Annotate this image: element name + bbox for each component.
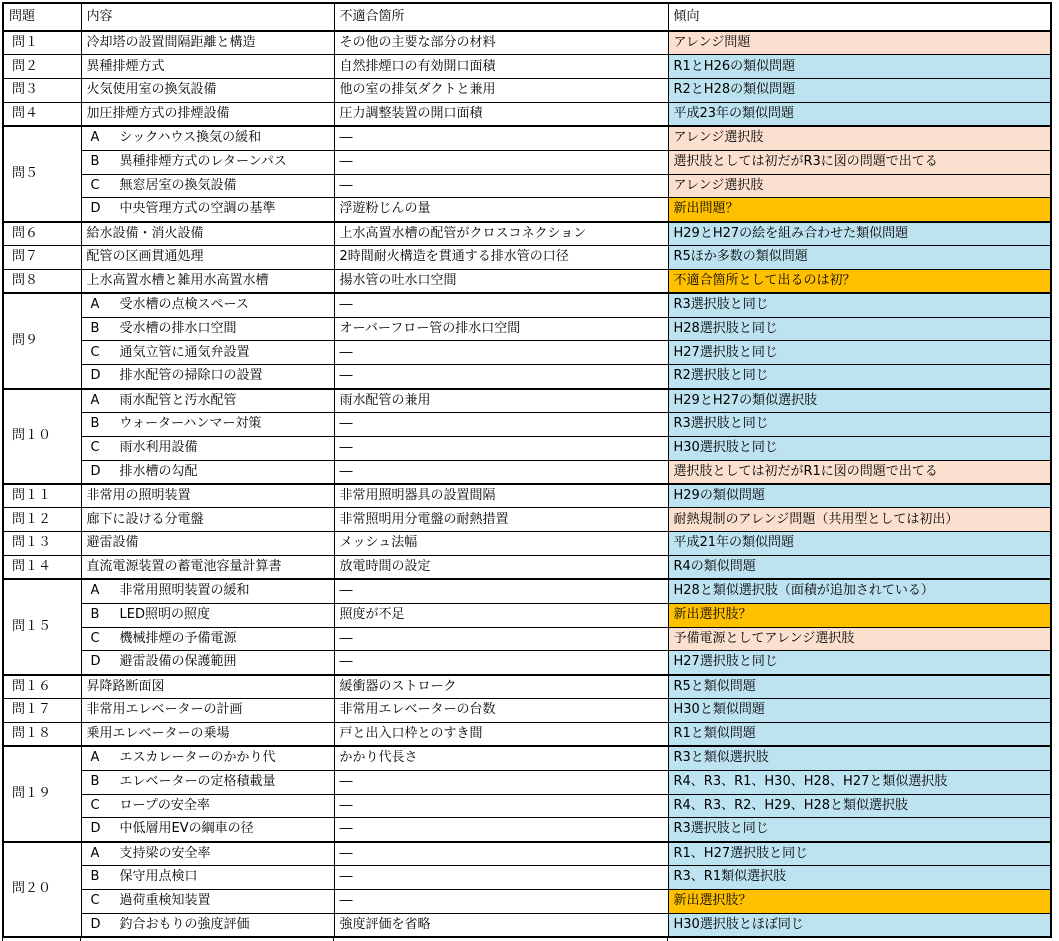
defect-cell: 強度評価を省略 bbox=[334, 913, 668, 937]
table-row bbox=[3, 126, 1051, 150]
content-cell: 直流電源装置の蓄電池容量計算書 bbox=[81, 556, 334, 580]
question-number-cell: 問８ bbox=[3, 269, 81, 293]
trend-cell: R4、R3、R1、H30、H28、H27と類似選択肢 bbox=[668, 770, 1051, 794]
content-text: ウォーターハンマー対策 bbox=[119, 416, 262, 432]
defect-cell: ― bbox=[334, 889, 668, 913]
content-text: 過荷重検知装置 bbox=[119, 893, 211, 909]
trend-cell: 新出選択肢？ bbox=[668, 603, 1051, 627]
question-trend-table bbox=[2, 2, 1052, 938]
defect-cell: 非常用エレベーターの台数 bbox=[334, 699, 668, 723]
defect-cell: 浮遊粉じんの量 bbox=[334, 198, 668, 222]
option-letter: A bbox=[90, 750, 100, 766]
table-row bbox=[3, 579, 1051, 603]
defect-cell: ― bbox=[334, 770, 668, 794]
option-letter: D bbox=[90, 201, 101, 217]
content-text: 機械排煙の予備電源 bbox=[119, 630, 237, 646]
defect-cell: ― bbox=[334, 126, 668, 150]
question-number-cell: 問１３ bbox=[3, 532, 81, 556]
defect-cell: 圧力調整装置の開口面積 bbox=[334, 103, 668, 127]
table-row bbox=[3, 818, 1051, 842]
option-letter: A bbox=[90, 392, 100, 408]
table-row bbox=[3, 198, 1051, 222]
option-letter: B bbox=[90, 153, 100, 169]
question-number-cell: 問７ bbox=[3, 246, 81, 270]
defect-cell: ― bbox=[334, 460, 668, 484]
trend-cell: R3選択肢と同じ bbox=[668, 818, 1051, 842]
defect-cell: オーバーフロー管の排水口空間 bbox=[334, 317, 668, 341]
trend-cell: H29とH27の類似選択肢 bbox=[668, 389, 1051, 413]
trend-cell: 不適合箇所として出るのは初？ bbox=[668, 269, 1051, 293]
trend-cell: 選択肢としては初だがR1に図の問題で出てる bbox=[668, 460, 1051, 484]
defect-cell: 放電時間の設定 bbox=[334, 556, 668, 580]
content-text: 釣合おもりの強度評価 bbox=[119, 916, 250, 932]
question-number-cell: 問１５ bbox=[3, 579, 81, 674]
grid-stub bbox=[2, 936, 3, 941]
trend-cell: R2とH28の類似問題 bbox=[668, 79, 1051, 103]
content-cell bbox=[81, 293, 334, 317]
option-letter: C bbox=[90, 630, 100, 646]
defect-cell: 雨水配管の兼用 bbox=[334, 389, 668, 413]
defect-cell: 揚水管の吐水口空間 bbox=[334, 269, 668, 293]
table-row bbox=[3, 460, 1051, 484]
table-row bbox=[3, 269, 1051, 293]
content-text: 中央管理方式の空調の基準 bbox=[119, 201, 276, 217]
option-letter: B bbox=[90, 320, 100, 336]
content-text: 受水槽の排水口空間 bbox=[119, 320, 237, 336]
question-number-cell: 問６ bbox=[3, 222, 81, 246]
trend-cell: 耐熱規制のアレンジ問題（共用型としては初出） bbox=[668, 508, 1051, 532]
content-cell: 上水高置水槽と雑用水高置水槽 bbox=[81, 269, 334, 293]
table-row bbox=[3, 413, 1051, 437]
defect-cell: 上水高置水槽の配管がクロスコネクション bbox=[334, 222, 668, 246]
content-cell bbox=[81, 866, 334, 890]
grid-stub bbox=[333, 936, 334, 941]
trend-cell: R3、R1類似選択肢 bbox=[668, 866, 1051, 890]
option-letter: A bbox=[90, 130, 100, 146]
table-row bbox=[3, 889, 1051, 913]
content-cell bbox=[81, 413, 334, 437]
content-text: 中低層用EVの綱車の径 bbox=[119, 821, 254, 837]
trend-cell: アレンジ選択肢 bbox=[668, 174, 1051, 198]
defect-cell: ― bbox=[334, 436, 668, 460]
column-header-trend: 傾向 bbox=[668, 3, 1051, 31]
trend-cell: R3選択肢と同じ bbox=[668, 413, 1051, 437]
table-row bbox=[3, 746, 1051, 770]
table-row bbox=[3, 317, 1051, 341]
table-row bbox=[3, 532, 1051, 556]
content-cell bbox=[81, 746, 334, 770]
content-cell bbox=[81, 341, 334, 365]
table-row bbox=[3, 651, 1051, 675]
question-number-cell: 問１０ bbox=[3, 389, 81, 484]
table-row bbox=[3, 55, 1051, 79]
content-text: 無窓居室の換気設備 bbox=[119, 177, 237, 193]
content-cell: 昇降路断面図 bbox=[81, 675, 334, 699]
content-text: 保守用点検口 bbox=[119, 869, 198, 885]
defect-cell: ― bbox=[334, 818, 668, 842]
header-row bbox=[3, 3, 1051, 31]
content-cell bbox=[81, 913, 334, 937]
defect-cell: 他の室の排気ダクトと兼用 bbox=[334, 79, 668, 103]
question-number-cell: 問９ bbox=[3, 293, 81, 388]
trend-cell: R5ほか多数の類似問題 bbox=[668, 246, 1051, 270]
content-cell bbox=[81, 317, 334, 341]
trend-cell: H28と類似選択肢（面積が追加されている） bbox=[668, 579, 1051, 603]
content-cell: 避雷設備 bbox=[81, 532, 334, 556]
content-cell bbox=[81, 436, 334, 460]
trend-cell: 予備電源としてアレンジ選択肢 bbox=[668, 627, 1051, 651]
table-row bbox=[3, 627, 1051, 651]
defect-cell: かかり代長さ bbox=[334, 746, 668, 770]
question-number-cell: 問１１ bbox=[3, 484, 81, 508]
defect-cell: 2時間耐火構造を貫通する排水管の口径 bbox=[334, 246, 668, 270]
trend-cell: アレンジ問題 bbox=[668, 31, 1051, 55]
trend-cell: R5と類似問題 bbox=[668, 675, 1051, 699]
question-number-cell: 問４ bbox=[3, 103, 81, 127]
content-text: 通気立管に通気弁設置 bbox=[119, 344, 250, 360]
table-row bbox=[3, 722, 1051, 746]
trend-cell: H29の類似問題 bbox=[668, 484, 1051, 508]
content-text: 異種排煙方式のレターンパス bbox=[119, 153, 287, 169]
question-number-cell: 問１８ bbox=[3, 722, 81, 746]
content-cell bbox=[81, 818, 334, 842]
content-text: 雨水利用設備 bbox=[119, 440, 198, 456]
option-letter: B bbox=[90, 416, 100, 432]
content-cell bbox=[81, 770, 334, 794]
table-row bbox=[3, 341, 1051, 365]
trend-cell: H29とH27の絵を組み合わせた類似問題 bbox=[668, 222, 1051, 246]
option-letter: D bbox=[90, 654, 101, 670]
table-row bbox=[3, 484, 1051, 508]
column-header-content: 内容 bbox=[81, 3, 334, 31]
content-cell bbox=[81, 889, 334, 913]
question-number-cell: 問２ bbox=[3, 55, 81, 79]
content-cell: 異種排煙方式 bbox=[81, 55, 334, 79]
table-row bbox=[3, 222, 1051, 246]
trend-cell: H30と類似問題 bbox=[668, 699, 1051, 723]
table-row bbox=[3, 293, 1051, 317]
table-row bbox=[3, 103, 1051, 127]
table-row bbox=[3, 365, 1051, 389]
content-cell bbox=[81, 579, 334, 603]
content-cell: 加圧排煙方式の排煙設備 bbox=[81, 103, 334, 127]
question-number-cell: 問１６ bbox=[3, 675, 81, 699]
question-number-cell: 問２０ bbox=[3, 842, 81, 937]
table-row bbox=[3, 436, 1051, 460]
defect-cell: ― bbox=[334, 651, 668, 675]
trend-cell: アレンジ選択肢 bbox=[668, 126, 1051, 150]
trend-cell: R3選択肢と同じ bbox=[668, 293, 1051, 317]
table-body bbox=[3, 31, 1051, 937]
table-row bbox=[3, 31, 1051, 55]
content-text: 雨水配管と汚水配管 bbox=[119, 392, 237, 408]
content-text: ロープの安全率 bbox=[119, 797, 210, 813]
option-letter: D bbox=[90, 916, 101, 932]
option-letter: D bbox=[90, 368, 101, 384]
content-cell bbox=[81, 627, 334, 651]
defect-cell: 自然排煙口の有効開口面積 bbox=[334, 55, 668, 79]
content-cell bbox=[81, 198, 334, 222]
content-cell bbox=[81, 460, 334, 484]
content-cell: 乗用エレベーターの乗場 bbox=[81, 722, 334, 746]
defect-cell: 非常用照明器具の設置間隔 bbox=[334, 484, 668, 508]
question-number-cell: 問３ bbox=[3, 79, 81, 103]
column-header-question: 問題 bbox=[3, 3, 81, 31]
defect-cell: ― bbox=[334, 866, 668, 890]
trend-cell: H27選択肢と同じ bbox=[668, 341, 1051, 365]
defect-cell: ― bbox=[334, 293, 668, 317]
table-row bbox=[3, 913, 1051, 937]
question-number-cell: 問５ bbox=[3, 126, 81, 221]
content-cell: 配管の区画貫通処理 bbox=[81, 246, 334, 270]
content-text: 排水配管の掃除口の設置 bbox=[119, 368, 263, 384]
question-number-cell: 問１ bbox=[3, 31, 81, 55]
question-number-cell: 問１７ bbox=[3, 699, 81, 723]
content-cell bbox=[81, 603, 334, 627]
grid-stub bbox=[80, 936, 81, 941]
trend-cell: 選択肢としては初だがR3に図の問題で出てる bbox=[668, 150, 1051, 174]
defect-cell: 非常照明用分電盤の耐熱措置 bbox=[334, 508, 668, 532]
trend-cell: R4の類似問題 bbox=[668, 556, 1051, 580]
option-letter: B bbox=[90, 773, 100, 789]
trend-cell: R3と類似選択肢 bbox=[668, 746, 1051, 770]
defect-cell: ― bbox=[334, 579, 668, 603]
content-text: 避雷設備の保護範囲 bbox=[119, 654, 237, 670]
content-text: エスカレーターのかかり代 bbox=[119, 750, 276, 766]
content-cell: 火気使用室の換気設備 bbox=[81, 79, 334, 103]
defect-cell: その他の主要な部分の材料 bbox=[334, 31, 668, 55]
option-letter: D bbox=[90, 463, 101, 479]
content-text: エレベーターの定格積載量 bbox=[119, 773, 276, 789]
table-row bbox=[3, 389, 1051, 413]
table-row bbox=[3, 842, 1051, 866]
table-row bbox=[3, 556, 1051, 580]
defect-cell: ― bbox=[334, 842, 668, 866]
content-text: シックハウス換気の緩和 bbox=[119, 130, 262, 146]
table-row bbox=[3, 508, 1051, 532]
table-row bbox=[3, 675, 1051, 699]
defect-cell: ― bbox=[334, 174, 668, 198]
trend-cell: R4、R3、R2、H29、H28と類似選択肢 bbox=[668, 794, 1051, 818]
trend-cell: R1とH26の類似問題 bbox=[668, 55, 1051, 79]
content-cell bbox=[81, 174, 334, 198]
column-header-defect: 不適合箇所 bbox=[334, 3, 668, 31]
content-cell bbox=[81, 126, 334, 150]
trend-cell: H30選択肢とほぼ同じ bbox=[668, 913, 1051, 937]
defect-cell: ― bbox=[334, 150, 668, 174]
trend-cell: 新出問題？ bbox=[668, 198, 1051, 222]
option-letter: C bbox=[90, 797, 100, 813]
defect-cell: 緩衝器のストローク bbox=[334, 675, 668, 699]
table-row bbox=[3, 150, 1051, 174]
option-letter: A bbox=[90, 583, 100, 599]
table-row bbox=[3, 174, 1051, 198]
defect-cell: 照度が不足 bbox=[334, 603, 668, 627]
content-text: 支持梁の安全率 bbox=[119, 845, 211, 861]
option-letter: C bbox=[90, 344, 100, 360]
content-text: 受水槽の点検スペース bbox=[119, 297, 249, 313]
table-row bbox=[3, 79, 1051, 103]
option-letter: B bbox=[90, 607, 100, 623]
trend-cell: 新出選択肢？ bbox=[668, 889, 1051, 913]
content-cell bbox=[81, 389, 334, 413]
defect-cell: ― bbox=[334, 794, 668, 818]
option-letter: A bbox=[90, 297, 100, 313]
option-letter: C bbox=[90, 177, 100, 193]
content-text: 非常用照明装置の緩和 bbox=[119, 583, 250, 599]
option-letter: C bbox=[90, 893, 100, 909]
option-letter: A bbox=[90, 845, 100, 861]
content-cell bbox=[81, 365, 334, 389]
content-text: 排水槽の勾配 bbox=[119, 463, 198, 479]
content-cell: 非常用の照明装置 bbox=[81, 484, 334, 508]
table-row bbox=[3, 770, 1051, 794]
content-cell bbox=[81, 842, 334, 866]
table-row bbox=[3, 603, 1051, 627]
trend-cell: H27選択肢と同じ bbox=[668, 651, 1051, 675]
option-letter: B bbox=[90, 869, 100, 885]
grid-stub bbox=[667, 936, 668, 941]
content-cell bbox=[81, 150, 334, 174]
content-cell bbox=[81, 794, 334, 818]
question-number-cell: 問１４ bbox=[3, 556, 81, 580]
trend-cell: H28選択肢と同じ bbox=[668, 317, 1051, 341]
defect-cell: 戸と出入口枠とのすき間 bbox=[334, 722, 668, 746]
defect-cell: ― bbox=[334, 627, 668, 651]
defect-cell: ― bbox=[334, 341, 668, 365]
content-text: LED照明の照度 bbox=[119, 607, 210, 623]
option-letter: C bbox=[90, 440, 100, 456]
defect-cell: ― bbox=[334, 365, 668, 389]
trend-cell: R1と類似問題 bbox=[668, 722, 1051, 746]
defect-cell: メッシュ法幅 bbox=[334, 532, 668, 556]
trend-cell: R2選択肢と同じ bbox=[668, 365, 1051, 389]
content-cell bbox=[81, 651, 334, 675]
table-row bbox=[3, 699, 1051, 723]
content-cell: 廊下に設ける分電盤 bbox=[81, 508, 334, 532]
trend-cell: 平成21年の類似問題 bbox=[668, 532, 1051, 556]
question-number-cell: 問１９ bbox=[3, 746, 81, 841]
trend-cell: R1、H27選択肢と同じ bbox=[668, 842, 1051, 866]
option-letter: D bbox=[90, 821, 101, 837]
trend-cell: 平成23年の類似問題 bbox=[668, 103, 1051, 127]
table-row bbox=[3, 794, 1051, 818]
content-cell: 給水設備・消火設備 bbox=[81, 222, 334, 246]
trend-cell: H30選択肢と同じ bbox=[668, 436, 1051, 460]
table-row bbox=[3, 866, 1051, 890]
content-cell: 非常用エレベーターの計画 bbox=[81, 699, 334, 723]
defect-cell: ― bbox=[334, 413, 668, 437]
table-row bbox=[3, 246, 1051, 270]
question-number-cell: 問１２ bbox=[3, 508, 81, 532]
content-cell: 冷却塔の設置間隔距離と構造 bbox=[81, 31, 334, 55]
